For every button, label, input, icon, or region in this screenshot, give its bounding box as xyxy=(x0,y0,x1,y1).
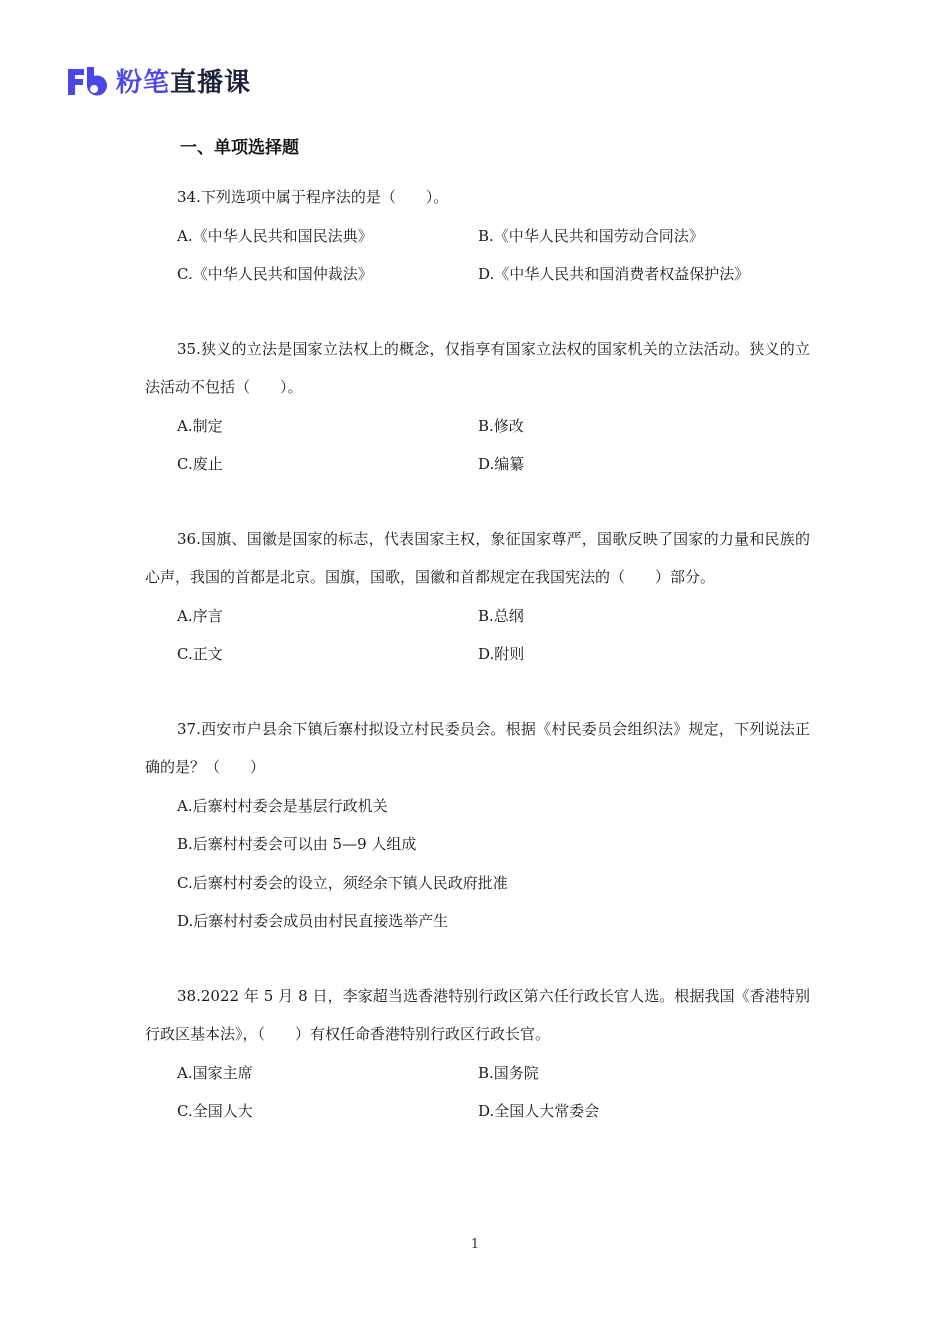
options xyxy=(145,787,810,941)
question-37 xyxy=(145,710,810,941)
question-stem: 35.狭义的立法是国家立法权上的概念，仅指享有国家立法权的国家机关的立法活动。狭义的立法活动不包括（ ）。 xyxy=(145,339,810,396)
option-a: A.制定 xyxy=(177,416,223,435)
option-c: C.后寨村村委会的设立，须经余下镇人民政府批准 xyxy=(177,873,508,892)
option-b: B.《中华人民共和国劳动合同法》 xyxy=(478,226,704,245)
option-a: A.《中华人民共和国民法典》 xyxy=(177,226,373,245)
logo-brand: 粉笔 xyxy=(116,68,171,98)
option-a: A.国家主席 xyxy=(177,1063,253,1082)
question-38 xyxy=(145,977,810,1131)
option-d: D.全国人大常委会 xyxy=(478,1102,600,1120)
option-d: D.附则 xyxy=(478,645,525,663)
options xyxy=(145,217,810,294)
option-b: B.总纲 xyxy=(478,606,524,625)
options xyxy=(145,597,810,674)
fenbi-logo-icon xyxy=(66,63,108,99)
option-d: D.后寨村村委会成员由村民直接选举产生 xyxy=(177,912,449,930)
option-b: B.修改 xyxy=(478,416,524,435)
options xyxy=(145,1054,810,1131)
question-stem: 34.下列选项中属于程序法的是（ ）。 xyxy=(177,188,449,206)
question-stem: 36.国旗、国徽是国家的标志，代表国家主权，象征国家尊严，国歌反映了国家的力量和民族的心声，我国的首都是北京。国旗，国歌，国徽和首都规定在我国宪法的（ ）部分。 xyxy=(145,529,810,586)
option-c: C.全国人大 xyxy=(177,1102,253,1120)
page-number: 1 xyxy=(470,1237,480,1252)
section-title: 一、单项选择题 xyxy=(180,138,299,158)
logo-product: 直播课 xyxy=(170,68,252,98)
option-b: B.国务院 xyxy=(478,1063,539,1082)
question-34 xyxy=(145,178,810,294)
option-d: D.编纂 xyxy=(478,455,525,473)
question-list xyxy=(145,178,810,1167)
options xyxy=(145,407,810,484)
question-stem: 38.2022 年 5 月 8 日，李家超当选香港特别行政区第六任行政长官人选。根据我国《香港特别行政区基本法》，（ ）有权任命香港特别行政区行政长官。 xyxy=(145,986,810,1043)
brand-logo xyxy=(66,62,251,99)
question-stem: 37.西安市户县余下镇后寨村拟设立村民委员会。根据《村民委员会组织法》规定，下列说法正确的是？（ ） xyxy=(145,719,810,776)
question-35 xyxy=(145,330,810,484)
option-a: A.序言 xyxy=(177,606,223,625)
option-d: D.《中华人民共和国消费者权益保护法》 xyxy=(478,265,750,283)
option-c: C.废止 xyxy=(177,455,223,473)
logo-text xyxy=(116,62,251,99)
option-c: C.《中华人民共和国仲裁法》 xyxy=(177,265,373,283)
question-36 xyxy=(145,520,810,674)
option-c: C.正文 xyxy=(177,645,223,663)
option-a: A.后寨村村委会是基层行政机关 xyxy=(177,796,388,815)
option-b: B.后寨村村委会可以由 5—9 人组成 xyxy=(177,835,417,853)
